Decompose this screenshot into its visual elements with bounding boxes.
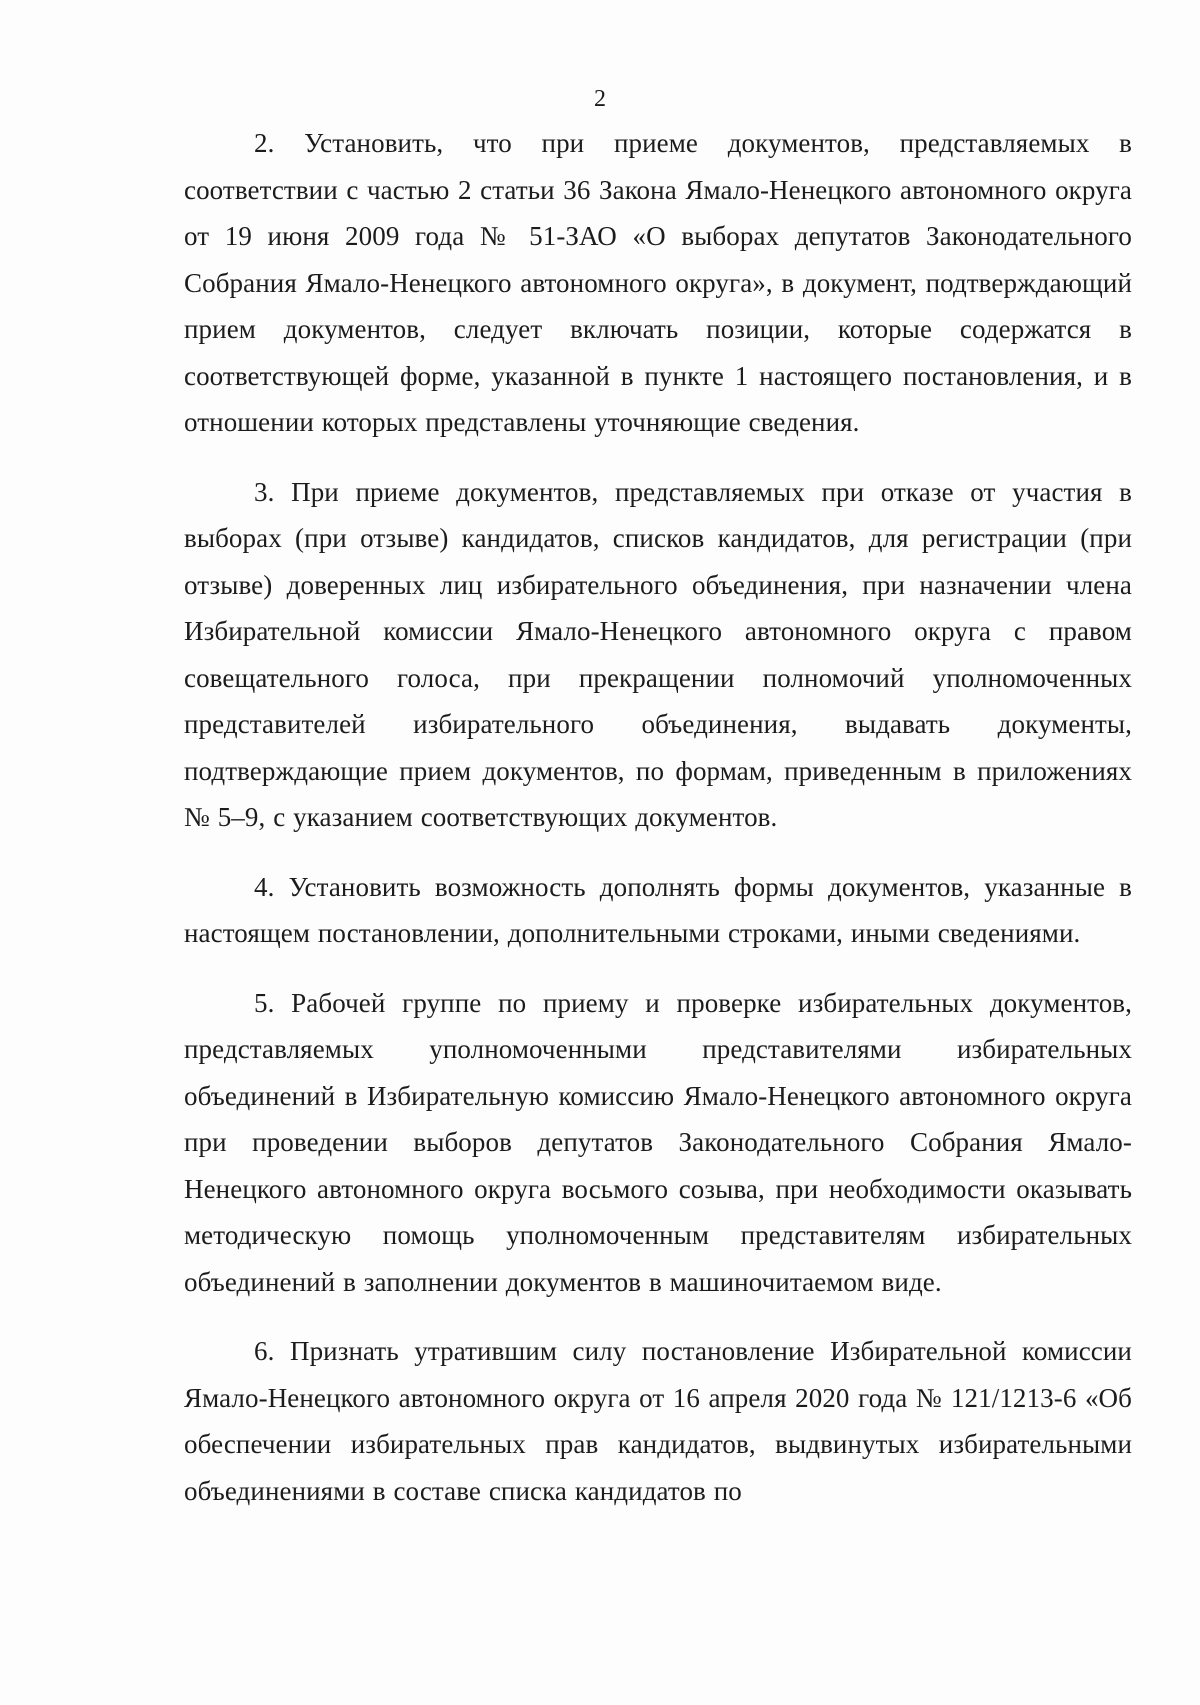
- paragraph-4: 4. Установить возможность дополнять формы документов, указанные в настоящем постановлении, дополнительными строками, иными сведениями.: [184, 871, 1132, 948]
- paragraph-3: 3. При приеме документов, представляемых при отказе от участия в выборах (при отзыве) кандидатов, списков кандидатов, для регистрации (при отзыве) доверенных лиц избирательного объединения, при назначении члена Избирательной комиссии Ямало-Ненецкого автономного округа с правом совещательного голоса, при прекращении полномочий уполномоченных представителей избирательного объединения, выдавать документы, подтверждающие прием документов, по формам, приведенным в приложениях № 5–9, с указанием соответствующих документов.: [184, 476, 1132, 832]
- paragraph-6: 6. Признать утратившим силу постановление Избирательной комиссии Ямало-Ненецкого автономного округа от 16 апреля 2020 года № 121/1213-6 «Об обеспечении избирательных прав кандидатов, выдвинутых избирательными объединениями в составе списка кандидатов по: [184, 1336, 1132, 1506]
- paragraph-5: 5. Рабочей группе по приему и проверке избирательных документов, представляемых уполномоченными представителями избирательных объединений в Избирательную комиссию Ямало-Ненецкого автономного округа при проведении выборов депутатов Законодательного Собрания Ямало-Ненецкого автономного округа восьмого созыва, при необходимости оказывать методическую помощь уполномоченным представителям избирательных объединений в заполнении документов в машиночитаемом виде.: [184, 987, 1132, 1297]
- page-number: 2: [594, 86, 606, 112]
- paragraph-2: 2. Установить, что при приеме документов, представляемых в соответствии с частью 2 статьи 36 Закона Ямало-Ненецкого автономного округа от 19 июня 2009 года № 51-ЗАО «О выборах депутатов Законодательного Собрания Ямало-Ненецкого автономного округа», в документ, подтверждающий прием документов, следует включать позиции, которые содержатся в соответствующей форме, указанной в пункте 1 настоящего постановления, и в отношении которых представлены уточняющие сведения.: [184, 128, 1132, 437]
- document-body: [184, 120, 1132, 1514]
